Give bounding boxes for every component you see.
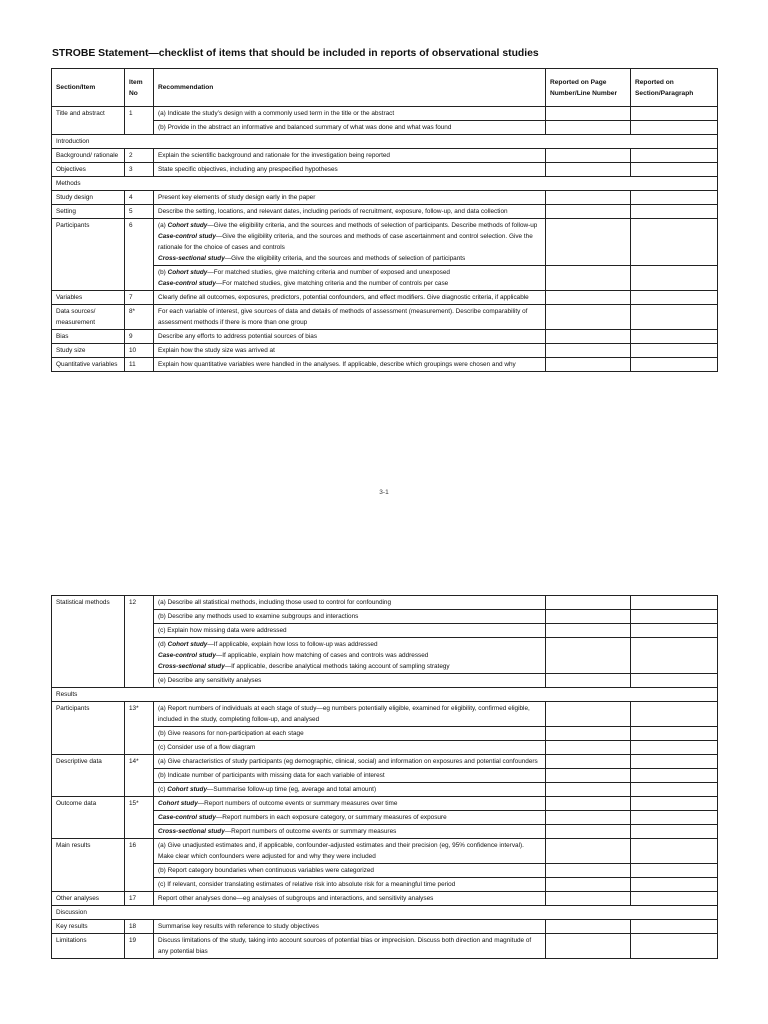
checklist-table-page-2 xyxy=(51,595,718,959)
item-number: 16 xyxy=(125,839,154,892)
recommendation-text: —Report numbers of outcome events or summary measures xyxy=(224,828,397,835)
recommendation-text: Summarise key results with reference to study objectives xyxy=(158,923,319,930)
recommendation-text: (c) xyxy=(158,786,168,793)
recommendation-text: Describe any efforts to address potential sources of bias xyxy=(158,333,318,340)
recommendation-line xyxy=(158,675,541,686)
item-number: 14* xyxy=(125,755,154,797)
reported-section-cell[interactable] xyxy=(631,769,718,783)
reported-section-cell[interactable] xyxy=(631,674,718,688)
reported-section-cell[interactable] xyxy=(631,811,718,825)
section-heading: Discussion xyxy=(52,906,718,920)
recommendation-cell xyxy=(154,330,546,344)
item-number: 10 xyxy=(125,344,154,358)
recommendation-cell xyxy=(154,825,546,839)
study-type-label: Cohort study xyxy=(167,269,208,276)
recommendation-cell xyxy=(154,305,546,330)
recommendation-text: (b) xyxy=(158,269,168,276)
recommendation-line xyxy=(158,893,541,904)
study-type-label: Cohort study xyxy=(167,786,207,793)
recommendation-text: —If applicable, explain how loss to follow-up was addressed xyxy=(207,641,378,648)
recommendation-line xyxy=(158,826,541,837)
item-number: 17 xyxy=(125,892,154,906)
reported-section-cell[interactable] xyxy=(631,797,718,811)
reported-page-cell[interactable] xyxy=(546,219,631,266)
recommendation-line xyxy=(158,703,541,725)
recommendation-cell xyxy=(154,266,546,291)
reported-page-cell[interactable] xyxy=(546,727,631,741)
reported-section-cell[interactable] xyxy=(631,624,718,638)
section-heading: Results xyxy=(52,688,718,702)
recommendation-text: (b) Report category boundaries when continuous variables were categorized xyxy=(158,867,374,874)
recommendation-text: (a) xyxy=(158,222,168,229)
reported-page-cell[interactable] xyxy=(546,624,631,638)
section-item-label: Main results xyxy=(52,839,125,892)
table-row xyxy=(52,358,718,372)
recommendation-text: (a) Describe all statistical methods, including those used to control for confounding xyxy=(158,599,392,606)
recommendation-text: (b) Give reasons for non-participation at each stage xyxy=(158,730,304,737)
recommendation-cell xyxy=(154,755,546,769)
item-number: 5 xyxy=(125,205,154,219)
recommendation-text: For each variable of interest, give sources of data and details of methods of assessment (measurement). Describe comparability of assessment methods if there is more than one group xyxy=(158,308,528,326)
recommendation-cell xyxy=(154,219,546,266)
recommendation-line xyxy=(158,292,541,303)
recommendation-text: Clearly define all outcomes, exposures, predictors, potential confounders, and effect modifiers. Give diagnostic criteria, if applicable xyxy=(158,294,529,301)
recommendation-text: (a) Give unadjusted estimates and, if applicable, confounder-adjusted estimates and their precision (eg, 95% confidence interval). Make clear which confounders were adjusted for and why they were included xyxy=(158,842,524,860)
recommendation-text: —Give the eligibility criteria, and the sources and methods of selection of participants xyxy=(224,255,466,262)
reported-section-cell[interactable] xyxy=(631,305,718,330)
study-type-label: Case-control study xyxy=(158,814,216,821)
section-item-label: Background/ rationale xyxy=(52,149,125,163)
recommendation-cell xyxy=(154,344,546,358)
recommendation-cell xyxy=(154,769,546,783)
reported-section-cell[interactable] xyxy=(631,107,718,121)
table-row xyxy=(52,344,718,358)
recommendation-text: —Report numbers of outcome events or summary measures over time xyxy=(197,800,398,807)
reported-section-cell[interactable] xyxy=(631,163,718,177)
recommendation-line xyxy=(158,306,541,328)
recommendation-text: —Summarise follow-up time (eg, average and total amount) xyxy=(207,786,377,793)
recommendation-cell xyxy=(154,596,546,610)
recommendation-cell xyxy=(154,624,546,638)
recommendation-cell xyxy=(154,892,546,906)
reported-section-cell[interactable] xyxy=(631,344,718,358)
recommendation-line xyxy=(158,150,541,161)
table-row xyxy=(52,149,718,163)
recommendation-line xyxy=(158,879,541,890)
reported-page-cell[interactable] xyxy=(546,121,631,135)
study-type-label: Case-control study xyxy=(158,233,216,240)
recommendation-cell xyxy=(154,839,546,864)
document-title: STROBE Statement—checklist of items that should be included in reports of observational studies xyxy=(52,48,539,59)
section-heading-row xyxy=(52,135,718,149)
reported-section-cell[interactable] xyxy=(631,149,718,163)
section-item-label: Other analyses xyxy=(52,892,125,906)
item-number: 1 xyxy=(125,107,154,135)
recommendation-line xyxy=(158,639,541,650)
table-row xyxy=(52,291,718,305)
table-row xyxy=(52,920,718,934)
recommendation-line xyxy=(158,770,541,781)
reported-page-cell[interactable] xyxy=(546,638,631,674)
item-number: 2 xyxy=(125,149,154,163)
section-heading-row xyxy=(52,688,718,702)
recommendation-line xyxy=(158,164,541,175)
item-number: 4 xyxy=(125,191,154,205)
item-number: 6 xyxy=(125,219,154,291)
recommendation-cell xyxy=(154,797,546,811)
recommendation-line xyxy=(158,192,541,203)
section-item-label: Descriptive data xyxy=(52,755,125,797)
reported-section-cell[interactable] xyxy=(631,783,718,797)
item-number: 8* xyxy=(125,305,154,330)
study-type-label: Cohort study xyxy=(167,222,208,229)
section-heading-row xyxy=(52,906,718,920)
recommendation-cell xyxy=(154,702,546,727)
table-row xyxy=(52,191,718,205)
section-item-label: Objectives xyxy=(52,163,125,177)
reported-section-cell[interactable] xyxy=(631,892,718,906)
reported-page-cell[interactable] xyxy=(546,839,631,864)
reported-section-cell[interactable] xyxy=(631,121,718,135)
recommendation-text: (c) Explain how missing data were addressed xyxy=(158,627,287,634)
recommendation-line xyxy=(158,267,541,278)
table-row xyxy=(52,219,718,266)
table-row xyxy=(52,892,718,906)
recommendation-line xyxy=(158,597,541,608)
section-item-label: Data sources/ measurement xyxy=(52,305,125,330)
section-item-label: Participants xyxy=(52,219,125,291)
item-number: 19 xyxy=(125,934,154,959)
item-number: 13* xyxy=(125,702,154,755)
recommendation-text: Explain the scientific background and rationale for the investigation being reported xyxy=(158,152,390,159)
recommendation-line xyxy=(158,253,541,264)
recommendation-line xyxy=(158,812,541,823)
recommendation-text: —Give the eligibility criteria, and the sources and methods of case ascertainment and control selection. Give the rationale for the choice of cases and controls xyxy=(158,233,533,251)
table-row xyxy=(52,702,718,727)
recommendation-cell xyxy=(154,934,546,959)
recommendation-line xyxy=(158,331,541,342)
recommendation-cell xyxy=(154,107,546,121)
recommendation-cell xyxy=(154,121,546,135)
reported-section-cell[interactable] xyxy=(631,702,718,727)
study-type-label: Cohort study xyxy=(158,800,198,807)
table-row xyxy=(52,934,718,959)
recommendation-text: (a) Indicate the study’s design with a commonly used term in the title or the abstract xyxy=(158,110,395,117)
table-row xyxy=(52,797,718,811)
reported-page-cell[interactable] xyxy=(546,878,631,892)
reported-section-cell[interactable] xyxy=(631,864,718,878)
reported-page-cell[interactable] xyxy=(546,149,631,163)
recommendation-line xyxy=(158,625,541,636)
recommendation-cell xyxy=(154,878,546,892)
reported-section-cell[interactable] xyxy=(631,291,718,305)
section-item-label: Participants xyxy=(52,702,125,755)
item-number: 3 xyxy=(125,163,154,177)
table-row xyxy=(52,839,718,864)
table-row xyxy=(52,755,718,769)
reported-page-cell[interactable] xyxy=(546,107,631,121)
section-item-label: Quantitative variables xyxy=(52,358,125,372)
reported-page-cell[interactable] xyxy=(546,358,631,372)
recommendation-text: (b) Describe any methods used to examine subgroups and interactions xyxy=(158,613,359,620)
recommendation-line xyxy=(158,231,541,253)
recommendation-cell xyxy=(154,191,546,205)
recommendation-cell xyxy=(154,674,546,688)
table-row xyxy=(52,163,718,177)
recommendation-cell xyxy=(154,291,546,305)
reported-section-cell[interactable] xyxy=(631,358,718,372)
recommendation-cell xyxy=(154,783,546,797)
recommendation-text: (d) xyxy=(158,641,168,648)
recommendation-cell xyxy=(154,920,546,934)
table-row xyxy=(52,596,718,610)
reported-section-cell[interactable] xyxy=(631,755,718,769)
recommendation-cell xyxy=(154,163,546,177)
page-number: 3-1 xyxy=(379,489,389,496)
recommendation-line xyxy=(158,345,541,356)
item-number: 11 xyxy=(125,358,154,372)
reported-section-cell[interactable] xyxy=(631,839,718,864)
table-row xyxy=(52,305,718,330)
reported-section-cell[interactable] xyxy=(631,727,718,741)
section-heading-row xyxy=(52,177,718,191)
reported-section-cell[interactable] xyxy=(631,330,718,344)
reported-section-cell[interactable] xyxy=(631,610,718,624)
recommendation-cell xyxy=(154,727,546,741)
recommendation-text: (e) Describe any sensitivity analyses xyxy=(158,677,262,684)
reported-page-cell[interactable] xyxy=(546,291,631,305)
study-type-label: Cross-sectional study xyxy=(158,255,225,262)
recommendation-cell xyxy=(154,864,546,878)
reported-section-cell[interactable] xyxy=(631,219,718,266)
recommendation-text: —If applicable, explain how matching of cases and controls was addressed xyxy=(215,652,429,659)
recommendation-line xyxy=(158,840,541,862)
reported-page-cell[interactable] xyxy=(546,702,631,727)
recommendation-line xyxy=(158,728,541,739)
reported-section-cell[interactable] xyxy=(631,878,718,892)
reported-page-cell[interactable] xyxy=(546,596,631,610)
header-reported-page: Reported on Page Number/Line Number xyxy=(546,69,631,107)
reported-page-cell[interactable] xyxy=(546,266,631,291)
section-item-label: Study size xyxy=(52,344,125,358)
recommendation-cell xyxy=(154,205,546,219)
reported-page-cell[interactable] xyxy=(546,674,631,688)
recommendation-line xyxy=(158,122,541,133)
item-number: 7 xyxy=(125,291,154,305)
study-type-label: Cohort study xyxy=(167,641,208,648)
reported-page-cell[interactable] xyxy=(546,330,631,344)
recommendation-text: State specific objectives, including any prespecified hypotheses xyxy=(158,166,338,173)
recommendation-line xyxy=(158,784,541,795)
reported-section-cell[interactable] xyxy=(631,920,718,934)
reported-page-cell[interactable] xyxy=(546,741,631,755)
reported-page-cell[interactable] xyxy=(546,825,631,839)
reported-page-cell[interactable] xyxy=(546,205,631,219)
reported-section-cell[interactable] xyxy=(631,741,718,755)
reported-section-cell[interactable] xyxy=(631,934,718,959)
reported-page-cell[interactable] xyxy=(546,305,631,330)
study-type-label: Case-control study xyxy=(158,280,216,287)
table-row xyxy=(52,205,718,219)
reported-section-cell[interactable] xyxy=(631,638,718,674)
section-item-label: Key results xyxy=(52,920,125,934)
item-number: 18 xyxy=(125,920,154,934)
item-number: 15* xyxy=(125,797,154,839)
recommendation-line xyxy=(158,611,541,622)
reported-page-cell[interactable] xyxy=(546,769,631,783)
recommendation-cell xyxy=(154,638,546,674)
recommendation-line xyxy=(158,278,541,289)
header-item-no: Item No xyxy=(125,69,154,107)
section-item-label: Setting xyxy=(52,205,125,219)
section-item-label: Title and abstract xyxy=(52,107,125,135)
recommendation-line xyxy=(158,935,541,957)
section-item-label: Limitations xyxy=(52,934,125,959)
reported-page-cell[interactable] xyxy=(546,163,631,177)
recommendation-text: (a) Give characteristics of study participants (eg demographic, clinical, social) and information on exposures and potential confounders xyxy=(158,758,538,765)
item-number: 9 xyxy=(125,330,154,344)
table-row xyxy=(52,330,718,344)
recommendation-text: (c) Consider use of a flow diagram xyxy=(158,744,256,751)
reported-section-cell[interactable] xyxy=(631,596,718,610)
recommendation-line xyxy=(158,206,541,217)
reported-page-cell[interactable] xyxy=(546,920,631,934)
reported-page-cell[interactable] xyxy=(546,892,631,906)
reported-page-cell[interactable] xyxy=(546,811,631,825)
section-item-label: Statistical methods xyxy=(52,596,125,688)
recommendation-line xyxy=(158,921,541,932)
recommendation-text: (a) Report numbers of individuals at each stage of study—eg numbers potentially eligible, examined for eligibility, confirmed eligible, included in the study, completing follow-up, and analysed xyxy=(158,705,530,723)
recommendation-cell xyxy=(154,149,546,163)
recommendation-text: —For matched studies, give matching criteria and the number of controls per case xyxy=(215,280,449,287)
recommendation-cell xyxy=(154,741,546,755)
reported-section-cell[interactable] xyxy=(631,205,718,219)
recommendation-line xyxy=(158,650,541,661)
reported-page-cell[interactable] xyxy=(546,344,631,358)
study-type-label: Cross-sectional study xyxy=(158,663,225,670)
recommendation-text: —For matched studies, give matching criteria and number of exposed and unexposed xyxy=(207,269,450,276)
reported-page-cell[interactable] xyxy=(546,783,631,797)
section-item-label: Outcome data xyxy=(52,797,125,839)
recommendation-text: —Report numbers in each exposure category, or summary measures of exposure xyxy=(215,814,447,821)
item-number: 12 xyxy=(125,596,154,688)
header-reported-section: Reported on Section/Paragraph xyxy=(631,69,718,107)
recommendation-line xyxy=(158,359,541,370)
recommendation-text: (b) Indicate number of participants with missing data for each variable of interest xyxy=(158,772,385,779)
recommendation-text: (c) If relevant, consider translating estimates of relative risk into absolute risk for a meaningful time period xyxy=(158,881,456,888)
reported-page-cell[interactable] xyxy=(546,797,631,811)
reported-page-cell[interactable] xyxy=(546,755,631,769)
reported-page-cell[interactable] xyxy=(546,191,631,205)
recommendation-text: Report other analyses done—eg analyses of subgroups and interactions, and sensitivity analyses xyxy=(158,895,434,902)
reported-section-cell[interactable] xyxy=(631,191,718,205)
reported-page-cell[interactable] xyxy=(546,864,631,878)
recommendation-text: Explain how quantitative variables were handled in the analyses. If applicable, describe which groupings were chosen and why xyxy=(158,361,516,368)
recommendation-line xyxy=(158,865,541,876)
study-type-label: Cross-sectional study xyxy=(158,828,225,835)
checklist-table-page-1 xyxy=(51,68,718,372)
header-section: Section/Item xyxy=(52,69,125,107)
header-recommendation: Recommendation xyxy=(154,69,546,107)
section-item-label: Variables xyxy=(52,291,125,305)
recommendation-line xyxy=(158,220,541,231)
recommendation-cell xyxy=(154,358,546,372)
recommendation-text: —Give the eligibility criteria, and the sources and methods of selection of participants. Describe methods of follow-up xyxy=(207,222,538,229)
table-row xyxy=(52,107,718,121)
recommendation-text: Present key elements of study design early in the paper xyxy=(158,194,316,201)
recommendation-line xyxy=(158,108,541,119)
reported-page-cell[interactable] xyxy=(546,934,631,959)
recommendation-line xyxy=(158,742,541,753)
recommendation-line xyxy=(158,661,541,672)
recommendation-cell xyxy=(154,610,546,624)
section-heading: Introduction xyxy=(52,135,718,149)
section-heading: Methods xyxy=(52,177,718,191)
recommendation-text: Explain how the study size was arrived at xyxy=(158,347,275,354)
reported-section-cell[interactable] xyxy=(631,266,718,291)
recommendation-text: Discuss limitations of the study, taking into account sources of potential bias or imprecision. Discuss both direction and magnitude of any potential bias xyxy=(158,937,532,955)
recommendation-text: (b) Provide in the abstract an informative and balanced summary of what was done and what was found xyxy=(158,124,452,131)
recommendation-cell xyxy=(154,811,546,825)
section-item-label: Study design xyxy=(52,191,125,205)
recommendation-line xyxy=(158,798,541,809)
study-type-label: Case-control study xyxy=(158,652,216,659)
recommendation-text: Describe the setting, locations, and relevant dates, including periods of recruitment, exposure, follow-up, and data collection xyxy=(158,208,508,215)
reported-page-cell[interactable] xyxy=(546,610,631,624)
section-item-label: Bias xyxy=(52,330,125,344)
recommendation-line xyxy=(158,756,541,767)
recommendation-text: —If applicable, describe analytical methods taking account of sampling strategy xyxy=(224,663,450,670)
reported-section-cell[interactable] xyxy=(631,825,718,839)
